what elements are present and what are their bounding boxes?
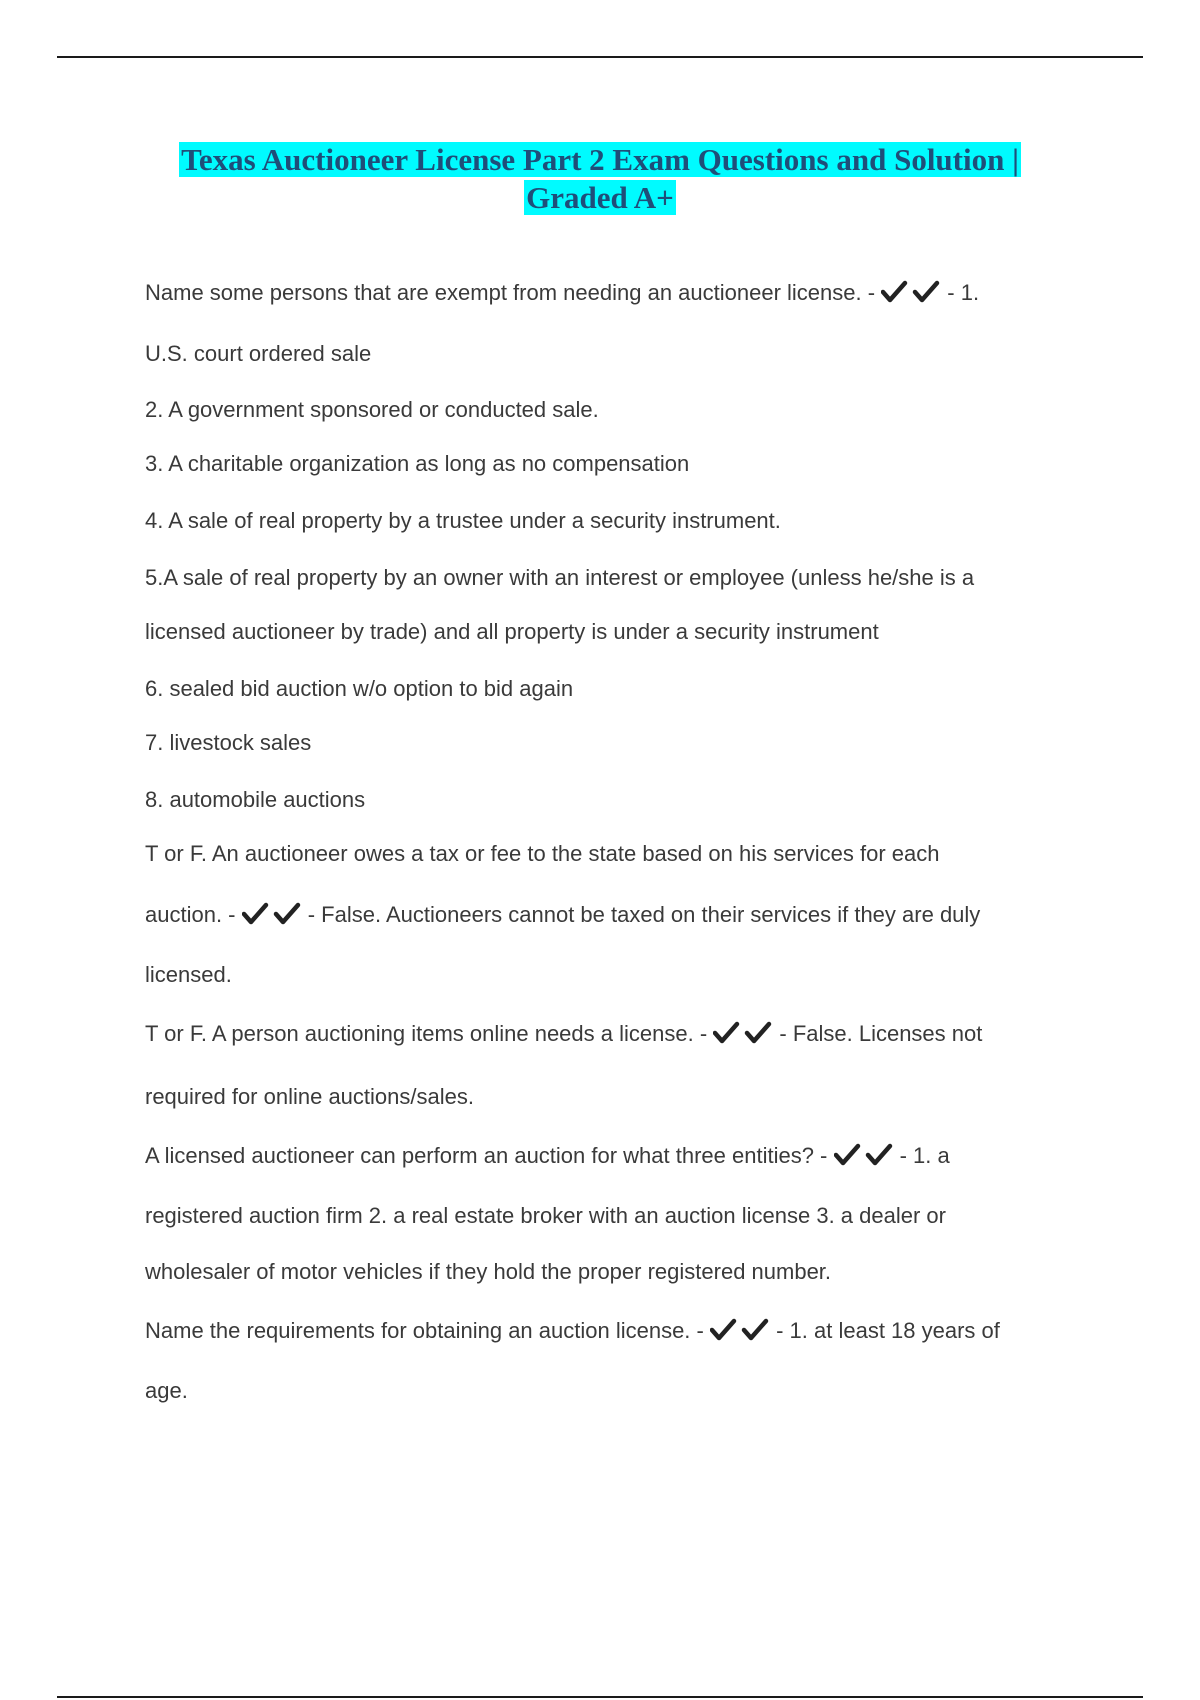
answer-line: 2. A government sponsored or conducted sale. bbox=[145, 397, 599, 422]
title-line-1: Texas Auctioneer License Part 2 Exam Questions and Solution | bbox=[181, 142, 1019, 177]
answer-line: 7. livestock sales bbox=[145, 730, 312, 755]
double-checkmark-icon bbox=[713, 1021, 773, 1045]
answer-line: registered auction firm 2. a real estate broker with an auction license 3. a dealer or bbox=[145, 1203, 946, 1228]
answer-line: 5.A sale of real property by an owner with an interest or employee (unless he/she is a bbox=[145, 565, 975, 590]
answer-line: U.S. court ordered sale bbox=[145, 341, 372, 366]
bottom-rule bbox=[57, 1696, 1143, 1698]
answer-line: 3. A charitable organization as long as no compensation bbox=[145, 451, 690, 476]
question-tax-fee: T or F. An auctioneer owes a tax or fee to the state based on his services for each bbox=[145, 841, 940, 866]
question-exempt-persons: Name some persons that are exempt from needing an auctioneer license. - - 1. bbox=[145, 280, 980, 305]
answer-line: 8. automobile auctions bbox=[145, 787, 366, 812]
answer-line: licensed auctioneer by trade) and all property is under a security instrument bbox=[145, 619, 879, 644]
double-checkmark-icon bbox=[242, 902, 302, 926]
answer-line: licensed. bbox=[145, 962, 232, 987]
answer-tax-fee: auction. - - False. Auctioneers cannot be taxed on their services if they are duly bbox=[145, 902, 981, 927]
double-checkmark-icon bbox=[834, 1143, 894, 1167]
double-checkmark-icon bbox=[881, 280, 941, 304]
question-online-license: T or F. A person auctioning items online needs a license. - - False. Licenses not bbox=[145, 1021, 983, 1046]
answer-line: required for online auctions/sales. bbox=[145, 1084, 474, 1109]
answer-line: 4. A sale of real property by a trustee under a security instrument. bbox=[145, 508, 781, 533]
answer-line: 6. sealed bid auction w/o option to bid again bbox=[145, 676, 574, 701]
title-line-2: Graded A+ bbox=[526, 180, 674, 215]
answer-line: age. bbox=[145, 1378, 188, 1403]
question-three-entities: A licensed auctioneer can perform an auction for what three entities? - - 1. a bbox=[145, 1143, 950, 1168]
double-checkmark-icon bbox=[710, 1318, 770, 1342]
question-requirements: Name the requirements for obtaining an auction license. - - 1. at least 18 years of bbox=[145, 1318, 1000, 1343]
answer-line: wholesaler of motor vehicles if they hold the proper registered number. bbox=[145, 1259, 832, 1284]
